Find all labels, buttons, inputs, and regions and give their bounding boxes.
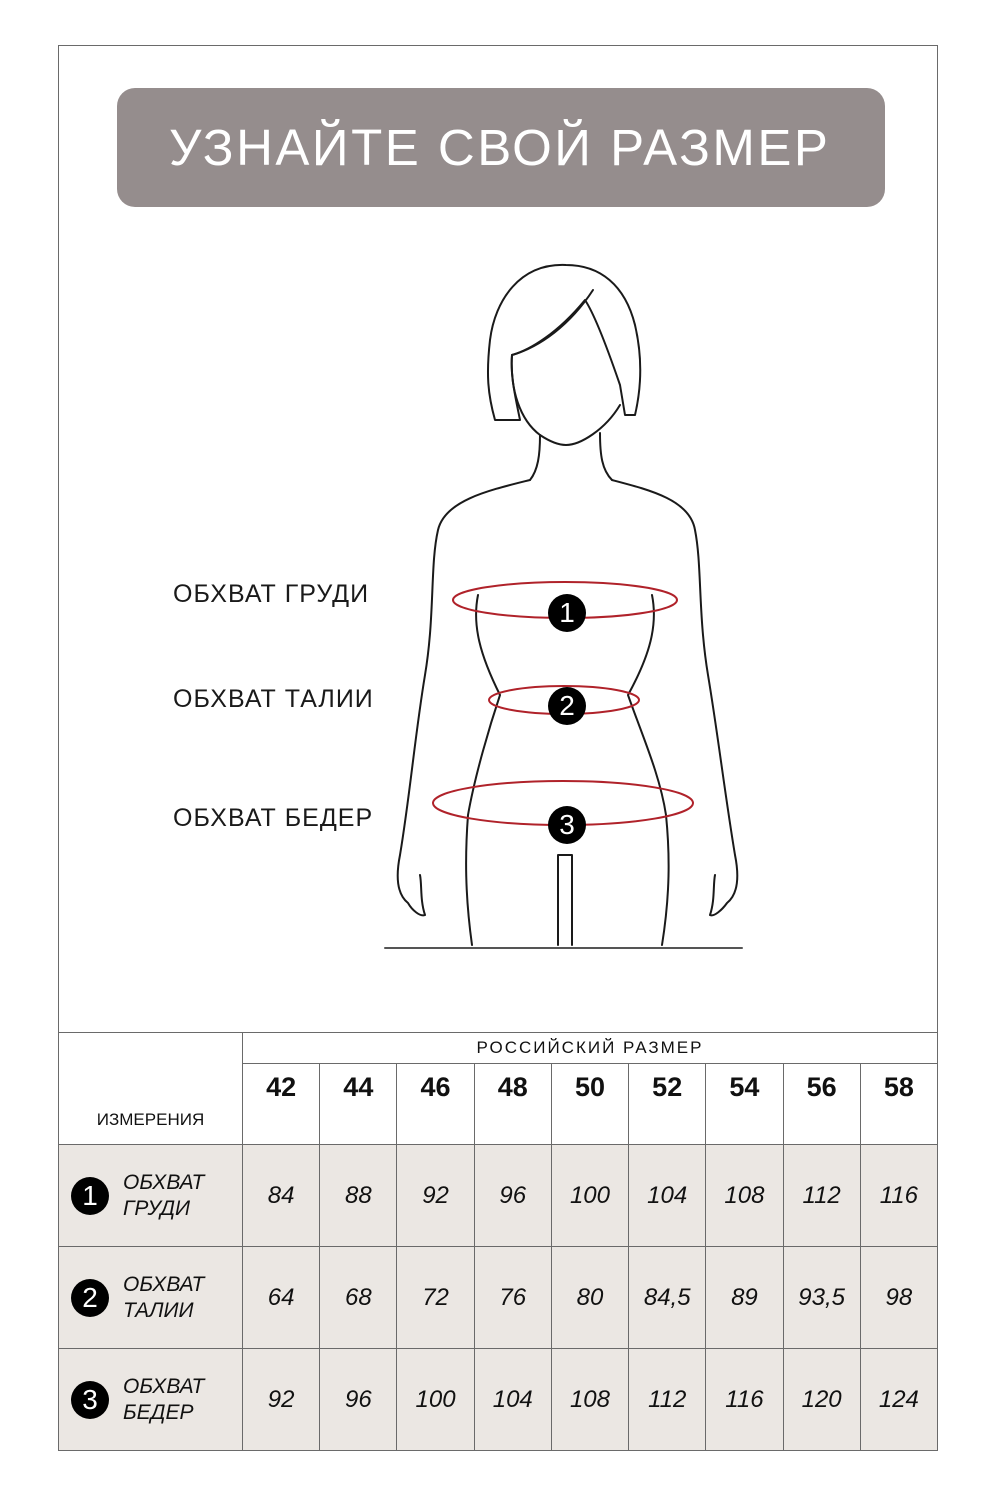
size-header: 52 bbox=[629, 1064, 706, 1145]
table-cell: 96 bbox=[474, 1145, 551, 1247]
table-row-waist bbox=[59, 1247, 938, 1349]
neck-left bbox=[530, 435, 540, 480]
measurements-header: ИЗМЕРЕНИЯ bbox=[59, 1033, 243, 1145]
waist-marker-badge: 2 bbox=[548, 687, 586, 725]
table-cell: 89 bbox=[706, 1247, 783, 1349]
table-cell: 124 bbox=[860, 1349, 937, 1451]
face-outline bbox=[512, 355, 620, 445]
hair-fringe bbox=[512, 290, 593, 355]
table-cell: 92 bbox=[243, 1349, 320, 1451]
table-cell: 80 bbox=[551, 1247, 628, 1349]
size-header: 54 bbox=[706, 1064, 783, 1145]
table-header-row bbox=[59, 1033, 938, 1064]
table-cell: 108 bbox=[706, 1145, 783, 1247]
size-header: 56 bbox=[783, 1064, 860, 1145]
table-cell: 96 bbox=[320, 1349, 397, 1451]
row-label-line1: ОБХВАТ bbox=[123, 1374, 205, 1398]
size-header: 50 bbox=[551, 1064, 628, 1145]
size-header: 44 bbox=[320, 1064, 397, 1145]
table-cell: 84 bbox=[243, 1145, 320, 1247]
size-header: 48 bbox=[474, 1064, 551, 1145]
size-table bbox=[58, 1032, 938, 1451]
torso-right bbox=[628, 595, 669, 945]
table-row-chest bbox=[59, 1145, 938, 1247]
row-label-line2: ГРУДИ bbox=[123, 1196, 191, 1220]
hips-label: ОБХВАТ БЕДЕР bbox=[173, 804, 374, 832]
hair-outline bbox=[488, 265, 640, 420]
waist-label: ОБХВАТ ТАЛИИ bbox=[173, 685, 374, 713]
inseam bbox=[558, 855, 572, 945]
table-cell: 120 bbox=[783, 1349, 860, 1451]
hips-marker-badge: 3 bbox=[548, 806, 586, 844]
table-row-hips bbox=[59, 1349, 938, 1451]
table-cell: 112 bbox=[783, 1145, 860, 1247]
russian-size-header: РОССИЙСКИЙ РАЗМЕР bbox=[243, 1033, 938, 1064]
table-cell: 104 bbox=[474, 1349, 551, 1451]
table-cell: 84,5 bbox=[629, 1247, 706, 1349]
table-cell: 93,5 bbox=[783, 1247, 860, 1349]
left-arm bbox=[398, 480, 530, 915]
torso-left bbox=[466, 595, 500, 945]
row-label-hips bbox=[59, 1349, 243, 1451]
table-cell: 98 bbox=[860, 1247, 937, 1349]
size-header: 58 bbox=[860, 1064, 937, 1145]
row-label-line1: ОБХВАТ bbox=[123, 1272, 205, 1296]
row-label-line2: ТАЛИИ bbox=[123, 1298, 194, 1322]
table-cell: 108 bbox=[551, 1349, 628, 1451]
row-label-waist bbox=[59, 1247, 243, 1349]
row-label-line2: БЕДЕР bbox=[123, 1400, 194, 1424]
hips-row-badge: 3 bbox=[71, 1381, 109, 1419]
chest-label: ОБХВАТ ГРУДИ bbox=[173, 580, 370, 608]
chest-row-badge: 1 bbox=[71, 1177, 109, 1215]
title-banner bbox=[117, 88, 885, 207]
table-cell: 92 bbox=[397, 1145, 474, 1247]
row-label-chest bbox=[59, 1145, 243, 1247]
table-cell: 104 bbox=[629, 1145, 706, 1247]
row-label-line1: ОБХВАТ bbox=[123, 1170, 205, 1194]
size-header: 42 bbox=[243, 1064, 320, 1145]
table-cell: 112 bbox=[629, 1349, 706, 1451]
table-cell: 100 bbox=[397, 1349, 474, 1451]
table-cell: 116 bbox=[860, 1145, 937, 1247]
table-cell: 64 bbox=[243, 1247, 320, 1349]
right-arm bbox=[612, 480, 737, 915]
size-header: 46 bbox=[397, 1064, 474, 1145]
table-cell: 76 bbox=[474, 1247, 551, 1349]
table-cell: 100 bbox=[551, 1145, 628, 1247]
table-cell: 116 bbox=[706, 1349, 783, 1451]
table-cell: 72 bbox=[397, 1247, 474, 1349]
waist-row-badge: 2 bbox=[71, 1279, 109, 1317]
table-cell: 68 bbox=[320, 1247, 397, 1349]
chest-marker-badge: 1 bbox=[548, 594, 586, 632]
page-title: УЗНАЙТЕ СВОЙ РАЗМЕР bbox=[169, 119, 831, 176]
neck-right bbox=[600, 433, 612, 480]
table-cell: 88 bbox=[320, 1145, 397, 1247]
